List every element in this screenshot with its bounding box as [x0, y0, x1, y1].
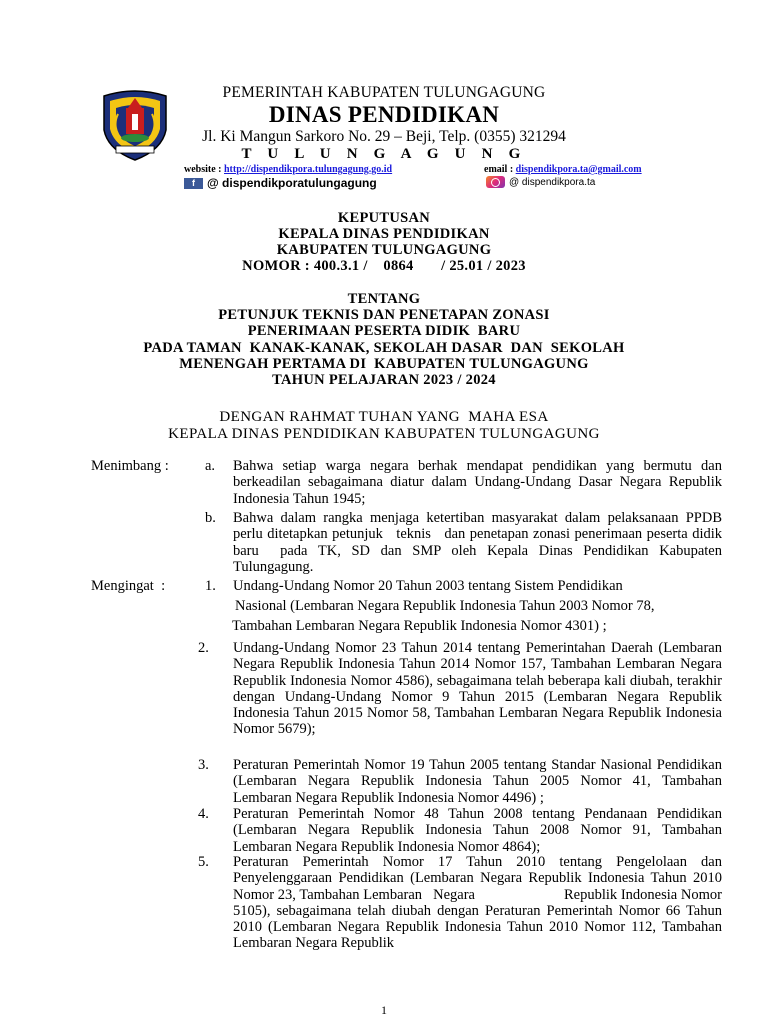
mengingat-item-1-line-3: Tambahan Lembaran Negara Republik Indonesia Nomor 4301) ;	[232, 618, 607, 634]
mengingat-marker-2: 2.	[198, 640, 209, 656]
subject-line-2: PENERIMAAN PESERTA DIDIK BARU	[247, 323, 521, 339]
decree-number: NOMOR : 400.3.1 / 0864 / 25.01 / 2023	[242, 258, 526, 274]
subject-line-5: TAHUN PELAJARAN 2023 / 2024	[272, 372, 496, 388]
website-line	[184, 164, 392, 175]
menimbang-marker-b: b.	[205, 510, 216, 526]
facebook-icon: f	[184, 178, 203, 189]
mengingat-item-3: Peraturan Pemerintah Nomor 19 Tahun 2005 tentang Standar Nasional Pendidikan (Lembaran Negara Republik Indonesia Tahun 2005 Nomor 41, Tambahan Lembaran Negara Republik Indonesia Nomor 4496) ;	[233, 757, 722, 806]
government-name: PEMERINTAH KABUPATEN TULUNGAGUNG	[222, 84, 546, 101]
website-link[interactable]: http://dispendikpora.tulungagung.go.id	[224, 164, 393, 175]
agency-address: Jl. Ki Mangun Sarkoro No. 29 – Beji, Telp. (0355) 321294	[202, 128, 566, 145]
facebook-handle: @ dispendikporatulungagung	[207, 176, 377, 190]
mengingat-marker-1: 1.	[205, 578, 216, 594]
facebook-line	[184, 176, 377, 190]
page-number: 1	[381, 1003, 387, 1017]
subject-line-3: PADA TAMAN KANAK-KANAK, SEKOLAH DASAR DAN SEKOLAH	[143, 340, 625, 356]
email-label: email :	[484, 164, 514, 175]
mengingat-marker-3: 3.	[198, 757, 209, 773]
city-name: T U L U N G A G U N G	[241, 146, 527, 162]
preamble-line-1: DENGAN RAHMAT TUHAN YANG MAHA ESA	[219, 409, 549, 425]
subject-line-1: PETUNJUK TEKNIS DAN PENETAPAN ZONASI	[218, 307, 550, 323]
menimbang-label: Menimbang :	[91, 458, 169, 474]
instagram-icon	[486, 176, 505, 188]
subject-tentang: TENTANG	[347, 291, 421, 307]
instagram-handle: @ dispendikpora.ta	[509, 176, 596, 188]
menimbang-item-a: Bahwa setiap warga negara berhak mendapat pendidikan yang bermutu dan berkeadilan sebagaimana diatur dalam Undang-Undang Dasar Negara Republik Indonesia Tahun 1945;	[233, 458, 722, 507]
menimbang-marker-a: a.	[205, 458, 216, 474]
mengingat-item-1-line-1: Undang-Undang Nomor 20 Tahun 2003 tentang Sistem Pendidikan	[233, 578, 623, 594]
subject-line-4: MENENGAH PERTAMA DI KABUPATEN TULUNGAGUNG	[179, 356, 589, 372]
email-line	[484, 164, 642, 175]
decree-region: KABUPATEN TULUNGAGUNG	[276, 242, 492, 258]
decree-issuer: KEPALA DINAS PENDIDIKAN	[278, 226, 490, 242]
mengingat-label: Mengingat :	[91, 578, 166, 594]
website-label: website :	[184, 164, 222, 175]
mengingat-item-1-line-2: Nasional (Lembaran Negara Republik Indonesia Tahun 2003 Nomor 78,	[235, 598, 655, 614]
mengingat-item-4: Peraturan Pemerintah Nomor 48 Tahun 2008 tentang Pendanaan Pendidikan (Lembaran Negara Republik Indonesia Tahun 2008 Nomor 91, Tambahan Lembaran Negara Republik Indonesia Nomor 4864);	[233, 806, 722, 855]
decree-type: KEPUTUSAN	[337, 210, 431, 226]
mengingat-item-5: Peraturan Pemerintah Nomor 17 Tahun 2010 tentang Pengelolaan dan Penyelenggaraan Pendidikan (Lembaran Negara Republik Indonesia Tahun 2010 Nomor 23, Tambahan Lembaran Negara Republik Indonesia Nomor 5105), sebagaimana telah diubah dengan Peraturan Pemerintah Nomor 66 Tahun 2010 (Lembaran Negara Republik Indonesia Tahun 2010 Nomor 112, Tambahan Lembaran Negara Republik	[233, 854, 722, 952]
mengingat-marker-5: 5.	[198, 854, 209, 870]
menimbang-item-b: Bahwa dalam rangka menjaga ketertiban masyarakat dalam pelaksanaan PPDB perlu ditetapkan petunjuk teknis dan penetapan zonasi penerimaan peserta didik baru pada TK, SD dan SMP oleh Kepala Dinas Pendidikan Kabupaten Tulungagung.	[233, 510, 722, 575]
preamble-line-2: KEPALA DINAS PENDIDIKAN KABUPATEN TULUNGAGUNG	[168, 426, 600, 442]
instagram-line	[486, 176, 595, 188]
mengingat-marker-4: 4.	[198, 806, 209, 822]
mengingat-item-2: Undang-Undang Nomor 23 Tahun 2014 tentang Pemerintahan Daerah (Lembaran Negara Republik Indonesia Tahun 2014 Nomor 157, Tambahan Lembaran Negara Republik Indonesia Nomor 4586), sebagaimana telah beberapa kali diubah, terakhir dengan Undang-Undang Nomor 9 Tahun 2015 (Lembaran Negara Republik Indonesia Tahun 2015 Nomor 58, Tambahan Lembaran Negara Republik Indonesia Nomor 5679);	[233, 640, 722, 738]
agency-name: DINAS PENDIDIKAN	[268, 102, 500, 127]
email-link[interactable]: dispendikpora.ta@gmail.com	[515, 164, 642, 175]
